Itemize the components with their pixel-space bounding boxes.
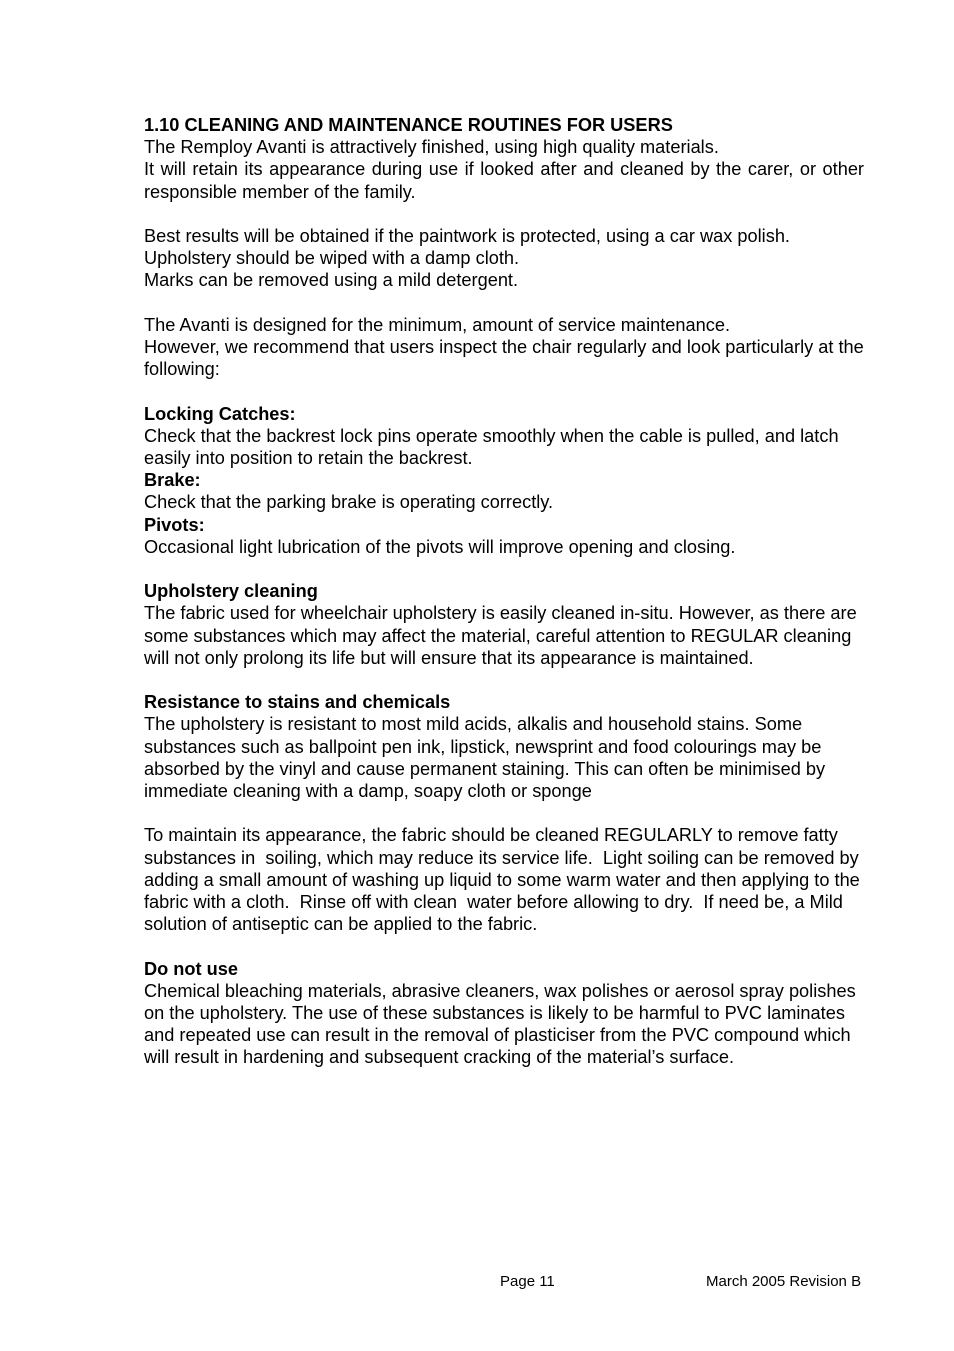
intro-line-1: The Remploy Avanti is attractively finished, using high quality materials. [144,137,719,158]
revision-label: March 2005 Revision B [706,1273,862,1290]
pivots-text: Occasional light lubrication of the pivots will improve opening and closing. [144,536,736,557]
document-body [144,114,864,1069]
pivots-heading: Pivots: [144,514,205,535]
intro-line-2: It will retain its appearance during use if looked after and cleaned by the carer, or other responsible member of the family. [144,159,864,202]
spacer [144,558,864,580]
section-title: 1.10 CLEANING AND MAINTENANCE ROUTINES FOR USERS [144,115,673,135]
spacer [144,669,864,691]
maintenance-line-1: The Avanti is designed for the minimum, amount of service maintenance. [144,314,731,335]
care-line-3: Marks can be removed using a mild detergent. [144,270,519,291]
upholstery-cleaning-text: The fabric used for wheelchair upholstery is easily cleaned in-situ. However, as there are some substances which may affect the material, careful attention to REGULAR cleaning will not only prolong its life but will ensure that its appearance is maintained. [144,603,857,668]
spacer [144,935,864,957]
upholstery-cleaning-heading: Upholstery cleaning [144,581,318,602]
care-line-1: Best results will be obtained if the paintwork is protected, using a car wax polish. [144,226,790,246]
locking-catches-heading: Locking Catches: [144,403,296,424]
brake-text: Check that the parking brake is operating correctly. [144,492,554,513]
care-line-2: Upholstery should be wiped with a damp cloth. [144,248,520,269]
spacer [144,203,864,225]
resistance-text-2: To maintain its appearance, the fabric should be cleaned REGULARLY to remove fatty substances in soiling, which may reduce its service life. Light soiling can be removed by adding a small amount of washing up liquid to some warm water and then applying to the fabric with a cloth. Rinse off with clean water before allowing to dry. If need be, a Mild solution of antiseptic can be applied to the fabric. [144,825,865,935]
resistance-heading: Resistance to stains and chemicals [144,692,451,713]
resistance-text: The upholstery is resistant to most mild acids, alkalis and household stains. Some substances such as ballpoint pen ink, lipstick, newsprint and food colourings may be absorbed by the vinyl and cause permanent staining. This can often be minimised by immediate cleaning with a damp, soapy cloth or sponge [144,714,826,802]
brake-heading: Brake: [144,470,201,491]
spacer [144,292,864,314]
locking-catches-text: Check that the backrest lock pins operate smoothly when the cable is pulled, and latch easily into position to retain the backrest. [144,425,839,468]
page-number: Page 11 [500,1273,555,1290]
spacer [144,380,864,402]
spacer [144,802,864,824]
do-not-use-heading: Do not use [144,958,238,979]
do-not-use-text: Chemical bleaching materials, abrasive cleaners, wax polishes or aerosol spray polishes on the upholstery. The use of these substances is likely to be harmful to PVC laminates and repeated use can result in the removal of plasticiser from the PVC compound which will result in hardening and subsequent cracking of the material’s surface. [144,980,856,1068]
maintenance-line-2: However, we recommend that users inspect the chair regularly and look particularly at the following: [144,337,864,380]
